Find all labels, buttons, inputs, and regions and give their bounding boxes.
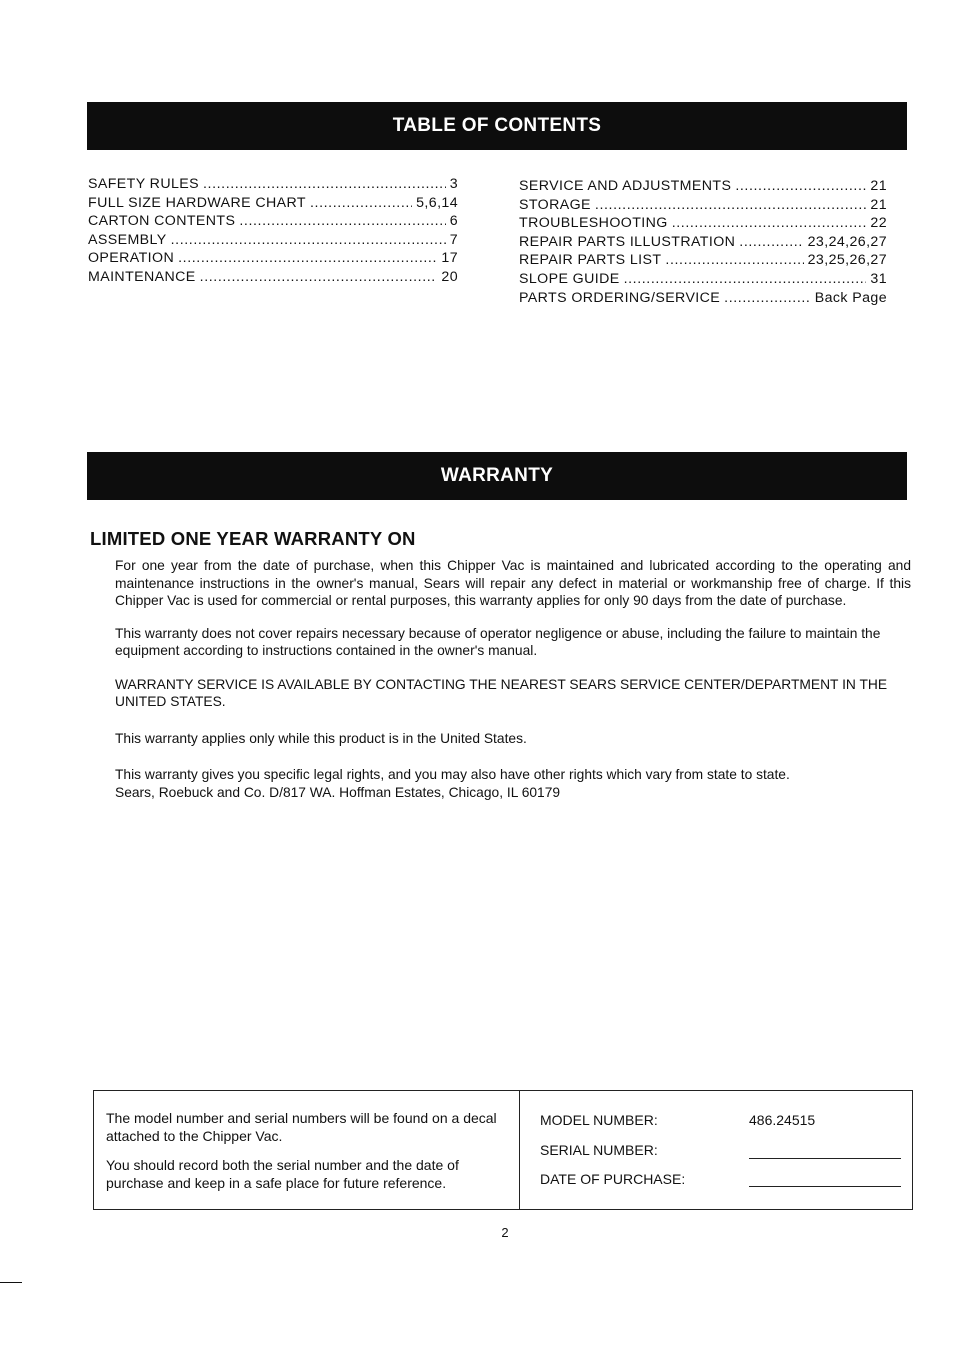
toc-leader-dots (595, 197, 866, 213)
toc-leader-dots (624, 271, 867, 287)
toc-leader-dots (203, 176, 446, 192)
toc-entry-page: 23,25,26,27 (807, 252, 887, 269)
toc-entry-title: ASSEMBLY (88, 231, 167, 248)
toc-entry-title: MAINTENANCE (88, 268, 196, 285)
toc-entry (519, 234, 887, 253)
toc-leader-dots (735, 178, 866, 194)
toc-leader-dots (672, 215, 867, 231)
toc-entry-title: FULL SIZE HARDWARE CHART (88, 194, 306, 211)
toc-entry-page: 31 (870, 270, 887, 287)
toc-entry-title: SLOPE GUIDE (519, 270, 620, 287)
toc-entry-title: REPAIR PARTS ILLUSTRATION (519, 233, 736, 250)
toc-entry (88, 250, 458, 269)
edge-rule (0, 1282, 22, 1283)
toc-entry-page: 6 (449, 213, 458, 230)
toc-leader-dots (239, 213, 445, 229)
toc-entry-title: OPERATION (88, 250, 175, 267)
serial-number-label: SERIAL NUMBER: (540, 1142, 658, 1158)
toc-heading-bar (87, 102, 907, 150)
toc-entry (88, 269, 458, 288)
toc-entry (519, 252, 887, 271)
decal-note: The model number and serial numbers will be found on a decal attached to the Chipper Vac. (106, 1110, 497, 1144)
toc-leader-dots (665, 252, 803, 268)
toc-entry-title: STORAGE (519, 196, 591, 213)
toc-heading: TABLE OF CONTENTS (392, 115, 602, 136)
toc-entry-page: 17 (441, 250, 458, 267)
toc-entry-title: SAFETY RULES (88, 176, 199, 192)
info-fields (520, 1091, 912, 1209)
toc-entry-page: 21 (870, 178, 887, 194)
warranty-paragraph: For one year from the date of purchase, when this Chipper Vac is maintained and lubricated according to the operating and maintenance instructions in the owner's manual, Sears will repair any defect in material or workmanship free of charge. If this Chipper Vac is used for commercial or rental purposes, this warranty applies for only 90 days from the date of purchase. (115, 558, 911, 608)
toc-entry-page: 23,24,26,27 (807, 233, 887, 250)
record-note: You should record both the serial number and the date of purchase and keep in a safe place for future reference. (106, 1157, 459, 1191)
toc-entry-page: 21 (870, 196, 887, 213)
toc-entry (519, 178, 887, 197)
toc-right-column (519, 178, 887, 308)
warranty-paragraph: This warranty applies only while this product is in the United States. (115, 730, 527, 746)
warranty-paragraph: WARRANTY SERVICE IS AVAILABLE BY CONTACTING THE NEAREST SEARS SERVICE CENTER/DEPARTMENT IN THE UNITED STATES. (115, 676, 888, 709)
date-of-purchase-label: DATE OF PURCHASE: (540, 1171, 686, 1187)
warranty-heading-bar (87, 452, 907, 500)
toc-leader-dots (310, 195, 412, 211)
toc-entry (519, 215, 887, 234)
toc-entry (88, 195, 458, 214)
page-number: 2 (501, 1225, 509, 1240)
warranty-paragraph: This warranty does not cover repairs necessary because of operator negligence or abuse, including the failure to maintain the equipment according to instructions contained in the owner's manual. (115, 625, 881, 658)
toc-entry-title: TROUBLESHOOTING (519, 215, 668, 232)
serial-number-blank[interactable] (749, 1158, 901, 1159)
toc-leader-dots (178, 250, 437, 266)
toc-entry (519, 197, 887, 216)
toc-leader-dots (724, 290, 811, 306)
toc-leader-dots (739, 234, 803, 250)
toc-entry (88, 213, 458, 232)
model-number-label: MODEL NUMBER: (540, 1112, 658, 1128)
toc-left-column (88, 176, 458, 288)
toc-entry (88, 176, 458, 195)
toc-entry-page: Back Page (814, 289, 887, 306)
warranty-subheading: LIMITED ONE YEAR WARRANTY ON (90, 528, 416, 549)
toc-entry (88, 232, 458, 251)
toc-leader-dots (200, 269, 438, 285)
model-info-box (93, 1090, 913, 1210)
toc-entry-page: 20 (441, 268, 458, 285)
toc-entry-title: CARTON CONTENTS (88, 213, 236, 230)
toc-leader-dots (171, 232, 446, 248)
warranty-heading: WARRANTY (440, 465, 554, 486)
toc-entry-title: REPAIR PARTS LIST (519, 252, 662, 269)
toc-entry-page: 7 (449, 231, 458, 248)
toc-entry (519, 290, 887, 309)
warranty-body (115, 557, 911, 801)
model-number-value: 486.24515 (749, 1112, 816, 1128)
toc-entry-page: 5,6,14 (416, 194, 458, 211)
toc-entry-page: 3 (449, 176, 458, 192)
toc-entry-title: SERVICE AND ADJUSTMENTS (519, 178, 732, 194)
date-of-purchase-blank[interactable] (749, 1186, 901, 1187)
toc-entry (519, 271, 887, 290)
sears-address: Sears, Roebuck and Co. D/817 WA. Hoffman Estates, Chicago, IL 60179 (115, 784, 561, 800)
toc-entry-page: 22 (870, 215, 887, 232)
warranty-paragraph: This warranty gives you specific legal rights, and you may also have other rights which vary from state to state. (115, 767, 790, 782)
toc-entry-title: PARTS ORDERING/SERVICE (519, 289, 721, 306)
info-notes (94, 1091, 520, 1209)
